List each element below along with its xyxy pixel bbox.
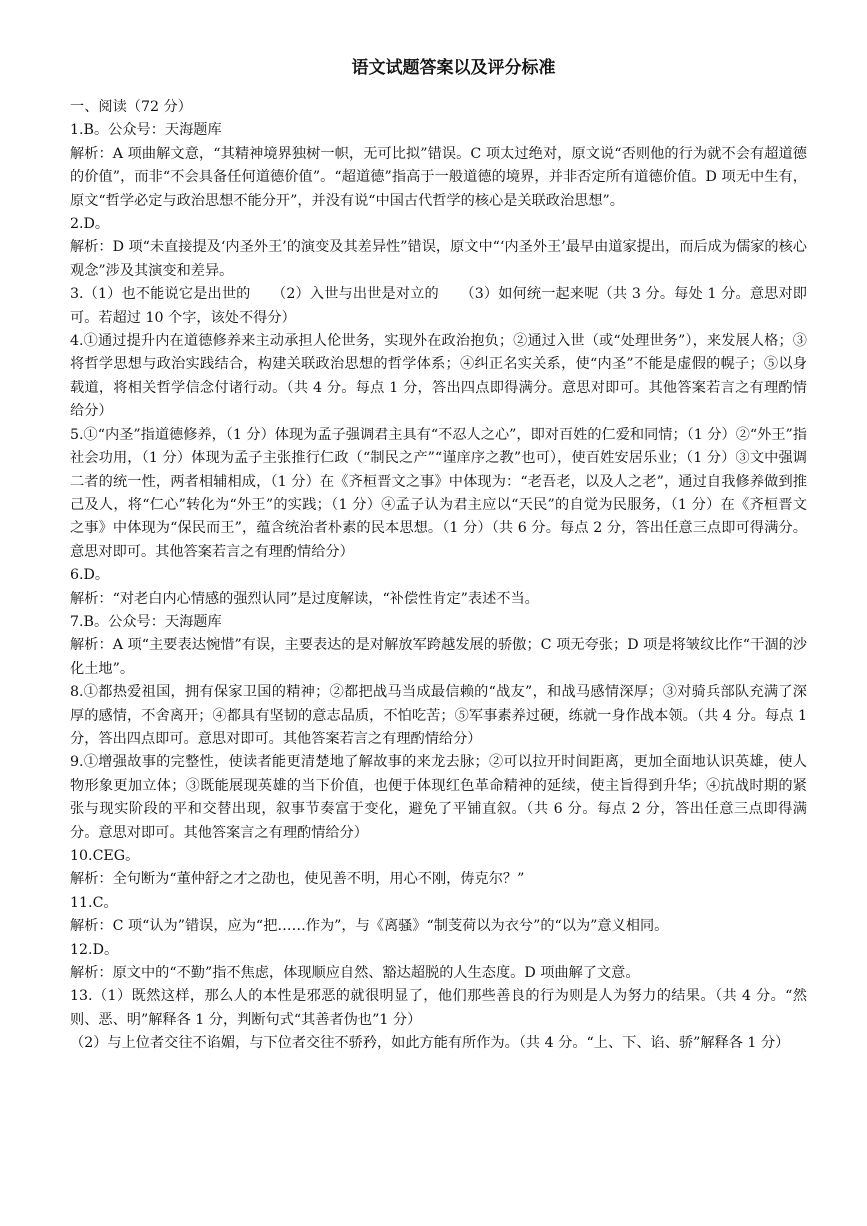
answer-line: 4.①通过提升内在道德修养来主动承担人伦世务，实现外在政治抱负；②通过入世（或“处理世务”），来发展人格；③将哲学思想与政治实践结合，构建关联政治思想的哲学体系；④纠正名实关系，使“内圣”不能是虚假的幌子；⑤以身载道，将相关哲学信念付诸行动。（共 4 分。每点 1 分，答出四点即得满分。意思对即可。其他答案若言之有理酌情给分） <box>70 333 807 420</box>
answer-line: 6.D。 <box>70 567 110 584</box>
answer-line: 13.（1）既然这样，那么人的本性是邪恶的就很明显了，他们那些善良的行为则是人为努力的结果。（共 4 分。“然则、恶、明”解释各 1 分，判断句式“其善者伪也”1 分） <box>70 988 807 1028</box>
answer-line: 1.B。公众号：天海题库 <box>70 122 222 139</box>
explanation-line: 解析：A 项“主要表达惋惜”有误，主要表达的是对解放军跨越发展的骄傲；C 项无夸张；D 项是将皱纹比作“干涸的沙化土地”。 <box>70 637 807 677</box>
explanation-line: 解析：原文中的“不勤”指不焦虑，体现顺应自然、豁达超脱的人生态度。D 项曲解了文意。 <box>70 965 640 982</box>
explanation-line: 解析：C 项“认为”错误，应为“把……作为”，与《离骚》“制芰荷以为衣兮”的“以为”意义相同。 <box>70 918 669 935</box>
answer-line: 2.D。 <box>70 216 110 233</box>
answer-line: 7.B。公众号：天海题库 <box>70 613 222 630</box>
answer-line: 10.CEG。 <box>70 848 140 864</box>
explanation-line: 解析：“对老白内心情感的强烈认同”是过度解读，“补偿性肯定”表述不当。 <box>70 590 539 607</box>
answer-line: 11.C。 <box>70 894 118 911</box>
document-body <box>70 96 807 1056</box>
explanation-line: 解析：A 项曲解文意，“其精神境界独树一帜，无可比拟”错误。C 项太过绝对，原文说“否则他的行为就不会有超道德的价值”，而非“不会具备任何道德价值”。“超道德”指高于一般道德的境界，并非否定所有道德价值。D 项无中生有，原文“哲学必定与政治思想不能分开”，并没有说“中国古代哲学的核心是关联政治思想”。 <box>70 145 807 209</box>
answer-line: 12.D。 <box>70 941 119 958</box>
answer-line: 8.①都热爱祖国，拥有保家卫国的精神；②都把战马当成最信赖的“战友”，和战马感情深厚；③对骑兵部队充满了深厚的感情，不舍离开；④都具有坚韧的意志品质，不怕吃苦；⑤军事素养过硬，练就一身作战本领。（共 4 分。每点 1 分，答出四点即可。意思对即可。其他答案若言之有理酌情给分） <box>70 684 807 747</box>
explanation-line: 解析：D 项“未直接提及‘内圣外王’的演变及其差异性”错误，原文中“‘内圣外王’最早由道家提出，而后成为儒家的核心观念”涉及其演变和差异。 <box>70 239 807 279</box>
document-title: 语文试题答案以及评分标准 <box>351 58 556 78</box>
answer-line: 3.（1）也不能说它是出世的 （2）入世与出世是对立的 （3）如何统一起来呢（共 3 分。每处 1 分。意思对即可。若超过 10 个字，该处不得分） <box>70 286 807 326</box>
answer-line: 9.①增强故事的完整性，使读者能更清楚地了解故事的来龙去脉；②可以拉开时间距离，更加全面地认识英雄，使人物形象更加立体；③既能展现英雄的当下价值，也便于体现红色革命精神的延续，使主旨得到升华；④抗战时期的紧张与现实阶段的平和交替出现，叙事节奏富于变化，避免了平铺直叙。（共 6 分。每点 2 分，答出任意三点即得满分。意思对即可。其他答案言之有理酌情给分） <box>70 754 807 841</box>
explanation-line: 解析：全句断为“董仲舒之才之劭也，使见善不明，用心不刚，俦克尔？” <box>70 871 525 888</box>
answer-line: 5.①“内圣”指道德修养，（1 分）体现为孟子强调君主具有“不忍人之心”，即对百姓的仁爱和同情；（1 分）②“外王”指社会功用，（1 分）体现为孟子主张推行仁政（“制民之产”“谨庠序之教”也可），使百姓安居乐业；（1 分）③文中强调二者的统一性，两者相辅相成，（1 分）在《齐桓晋文之事》中体现为：“老吾老，以及人之老”，通过自我修养做到推己及人，将“仁心”转化为“外王”的实践；（1 分）④孟子认为君主应以“天民”的自觉为民服务，（1 分）在《齐桓晋文之事》中体现为“保民而王”，蕴含统治者朴素的民本思想。（1 分）（共 6 分。每点 2 分，答出任意三点即可得满分。意思对即可。其他答案若言之有理酌情给分） <box>70 426 807 560</box>
answer-line: （2）与上位者交往不谄媚，与下位者交往不骄矜，如此方能有所作为。（共 4 分。“上、下、谄、骄”解释各 1 分） <box>70 1035 790 1052</box>
section-heading: 一、阅读（72 分） <box>70 99 192 115</box>
